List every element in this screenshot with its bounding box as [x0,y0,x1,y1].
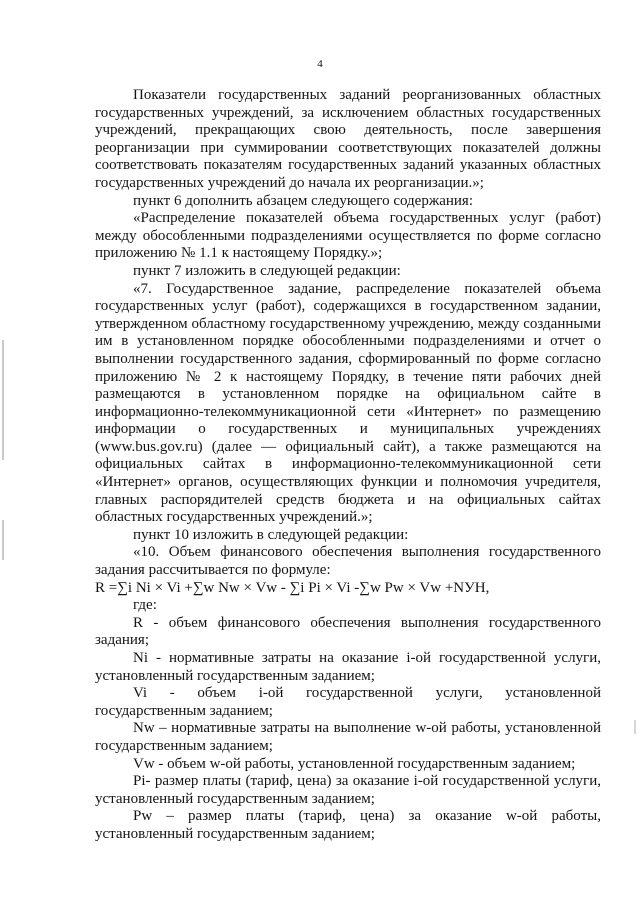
definition: Vi - объем i-ой государственной услуги, установленной государственным заданием; [95,685,601,719]
definition: Vw - объем w-ой работы, установленной государственным заданием; [133,755,576,772]
definition: R - объем финансового обеспечения выполнения государственного задания; [95,614,601,649]
definition: Nw – нормативные затраты на выполнение w-ой работы, установленной государственным заданием; [95,720,601,754]
scan-margin-mark [2,340,4,460]
definition: Ni - нормативные затраты на оказание i-ой государственной услуги, установленный государственным заданием; [95,650,601,684]
formula: R =∑i Ni × Vi +∑w Nw × Vw - ∑i Pi × Vi -∑w Pw × Vw +NУН, [95,579,490,596]
scan-margin-mark [634,720,636,734]
paragraph: пункт 10 изложить в следующей редакции: [133,526,409,543]
paragraph: «Распределение показателей объема государственных услуг (работ) между обособленными подразделениями осуществляется по форме согласно приложению № 1.1 к настоящему Порядку.»; [95,210,601,262]
paragraph: пункт 6 дополнить абзацем следующего содержания: [133,192,473,209]
paragraph: «7. Государственное задание, распределение показателей объема государственных услуг (работ), содержащихся в государственном задании, утвержденном областному государственному учреждению, между созданными им в установленном порядке обособленными подразделениями и отчет о выполнении государственного задания, сформированный по форме согласно приложению № 2 к настоящему Порядку, в течение пяти рабочих дней размещаются в установленном порядке на официальном сайте в информационно-телекоммуникационной сети «Интернет» по размещению информации о государственных и муниципальных учреждениях (www.bus.gov.ru) (далее — официальный сайт), а также размещаются на официальных сайтах в информационно-телекоммуникационной сети «Интернет» органов, осуществляющих функции и полномочия учредителя, главных распорядителей средств бюджета и на официальных сайтах областных государственных учреждений.»; [95,280,601,526]
document-body [95,87,601,844]
paragraph: пункт 7 изложить в следующей редакции: [133,262,401,279]
definition: Pi- размер платы (тариф, цена) за оказание i-ой государственной услуги, установленный государственным заданием; [95,773,601,807]
scan-margin-mark [2,520,4,560]
paragraph: «10. Объем финансового обеспечения выполнения государственного задания рассчитывается по формуле: [95,544,601,579]
definition: Pw – размер платы (тариф, цена) за оказание w-ой работы, установленный государственным заданием; [95,808,601,842]
where-label: где: [133,597,157,614]
paragraph: Показатели государственных заданий реорганизованных областных государственных учреждений, за исключением областных государственных учреждений, прекращающих свою деятельность, после завершения реорганизации при суммировании соответствующих показателей должны соответствовать показателям государственных заданий указанных областных государственных учреждений до начала их реорганизации.»; [95,87,601,191]
page-number: 4 [317,58,323,70]
